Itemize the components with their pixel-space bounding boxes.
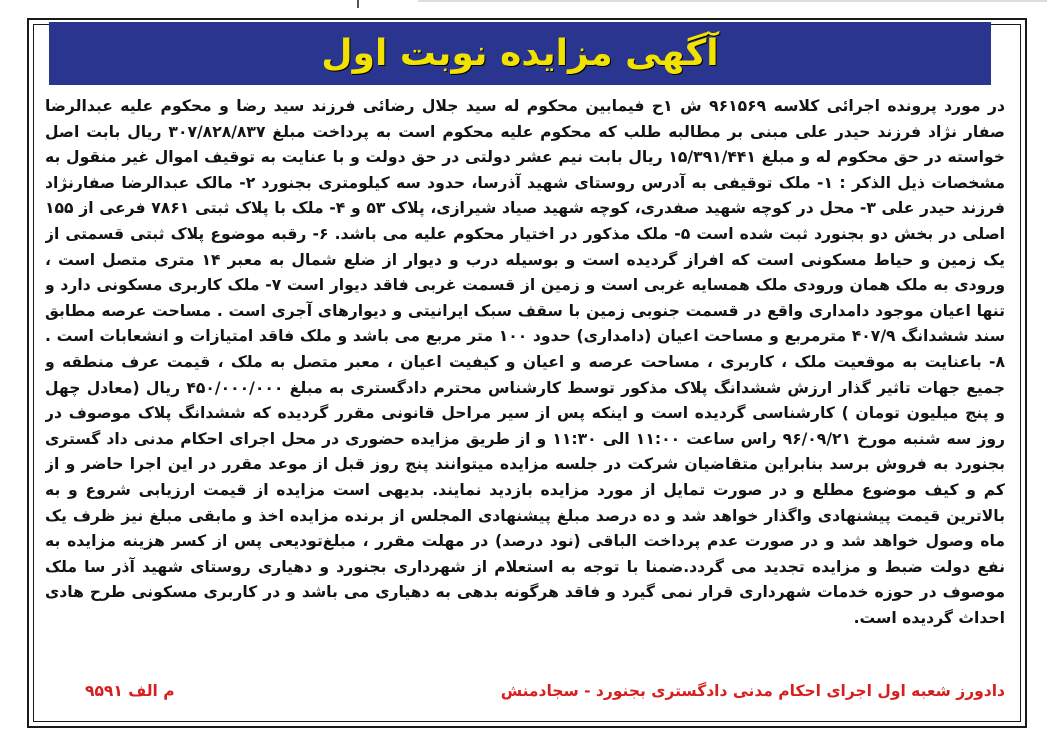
title-banner [49, 22, 991, 85]
page-edge-line [418, 0, 1047, 6]
signature-line: دادورز شعبه اول اجرای احکام مدنی دادگستری بجنورد - سجادمنش [500, 682, 1005, 700]
notice-code: م الف ۹۵۹۱ [85, 682, 175, 700]
page-edge-mark [357, 0, 359, 8]
notice-footer [45, 676, 1005, 706]
notice-title: آگهی مزایده نوبت اول [321, 33, 719, 74]
notice-body: در مورد پرونده اجرائی کلاسه ۹۶۱۵۶۹ ش ۱ح فیمابین محکوم له سید جلال رضائی فرزند سید رضا و محکوم علیه عبدالرضا صفار نژاد فرزند حیدر علی مبنی بر مطالبه طلب که محکوم علیه محکوم است به پرداخت مبلغ ۳۰۷/۸۲۸/۸۳۷ ریال بابت اصل خواسته در حق محکوم له و مبلغ ۱۵/۳۹۱/۴۴۱ ریال بابت نیم عشر دولتی در حق دولت و با عنایت به توقیف اموال غیر منقول به مشخصات ذیل الذکر : ۱- ملک توقیفی به آدرس روستای شهید آذرسا، حدود سه کیلومتری بجنورد ۲- مالک عبدالرضا صفارنژاد فرزند حیدر علی ۳- محل در کوچه شهید صفدری، کوچه شهید صیاد شیرازی، پلاک ۵۳ و ۴- ملک با پلاک ثبتی ۷۸۶۱ فرعی از ۱۵۵ اصلی در بخش دو بجنورد ثبت شده است ۵- ملک مذکور در اختیار محکوم علیه می باشد. ۶- رقبه موضوع پلاک ثبتی قسمتی از یک زمین و حیاط مسکونی است که افراز گردیده است و بوسیله درب و دیوار از ضلع شمال به معبر ۱۴ متری متصل است ، ورودی به ملک همان ورودی ملک همسایه غربی است و زمین از قسمت غربی فاقد دیوار است ۷- ملک کاربری مسکونی دارد و تنها اعیان موجود دامداری واقع در قسمت جنوبی زمین با سقف سبک ایرانیتی و دیوارهای آجری است . مساحت عرصه مطابق سند ششدانگ ۴۰۷/۹ مترمربع و مساحت اعیان (دامداری) حدود ۱۰۰ متر مربع می باشد و ملک فاقد امتیازات و انشعابات است . ۸- باعنایت به موقعیت ملک ، کاربری ، مساحت عرصه و اعیان و کیفیت اعیان ، معبر متصل به ملک ، قیمت عرف منطقه و جمیع جهات تاثیر گذار ارزش ششدانگ پلاک مذکور توسط کارشناس محترم دادگستری به مبلغ ۴۵۰/۰۰۰/۰۰۰ ریال (معادل چهل و پنج میلیون تومان ) کارشناسی گردیده است و اینکه پس از سیر مراحل قانونی مقرر گردیده که ششدانگ پلاک موصوف در روز سه شنبه مورخ ۹۶/۰۹/۲۱ راس ساعت ۱۱:۰۰ الی ۱۱:۳۰ و از طریق مزایده حضوری در محل اجرای احکام مدنی داد گستری بجنورد به فروش برسد بنابراین متقاضیان شرکت در جلسه مزایده میتوانند پنج روز قبل از موعد مقرر در این اجرا حاضر و از کم و کیف موضوع مطلع و در صورت تمایل از مورد مزایده بازدید نمایند. بدیهی است مزایده از قیمت ارزیابی شروع و به بالاترین قیمت پیشنهادی واگذار خواهد شد و ده درصد مبلغ پیشنهادی المجلس از برنده مزایده اخذ و مابقی مبلغ نیز ظرف یک ماه وصول خواهد شد و در صورت عدم پرداخت الباقی (نود درصد) در مهلت مقرر ، مبلغ‌تودیعی پس از کسر هزینه مزایده به نفع دولت ضبط و مزایده تجدید می گردد.ضمنا با توجه به استعلام از شهرداری بجنورد و دهیاری روستای شهید آذر سا ملک موصوف در حوزه خدمات شهرداری قرار نمی گیرد و فاقد هرگونه بدهی به دهیاری می باشد و در کاربری مسکونی طرح هادی احداث گردیده است. [45, 97, 1005, 627]
